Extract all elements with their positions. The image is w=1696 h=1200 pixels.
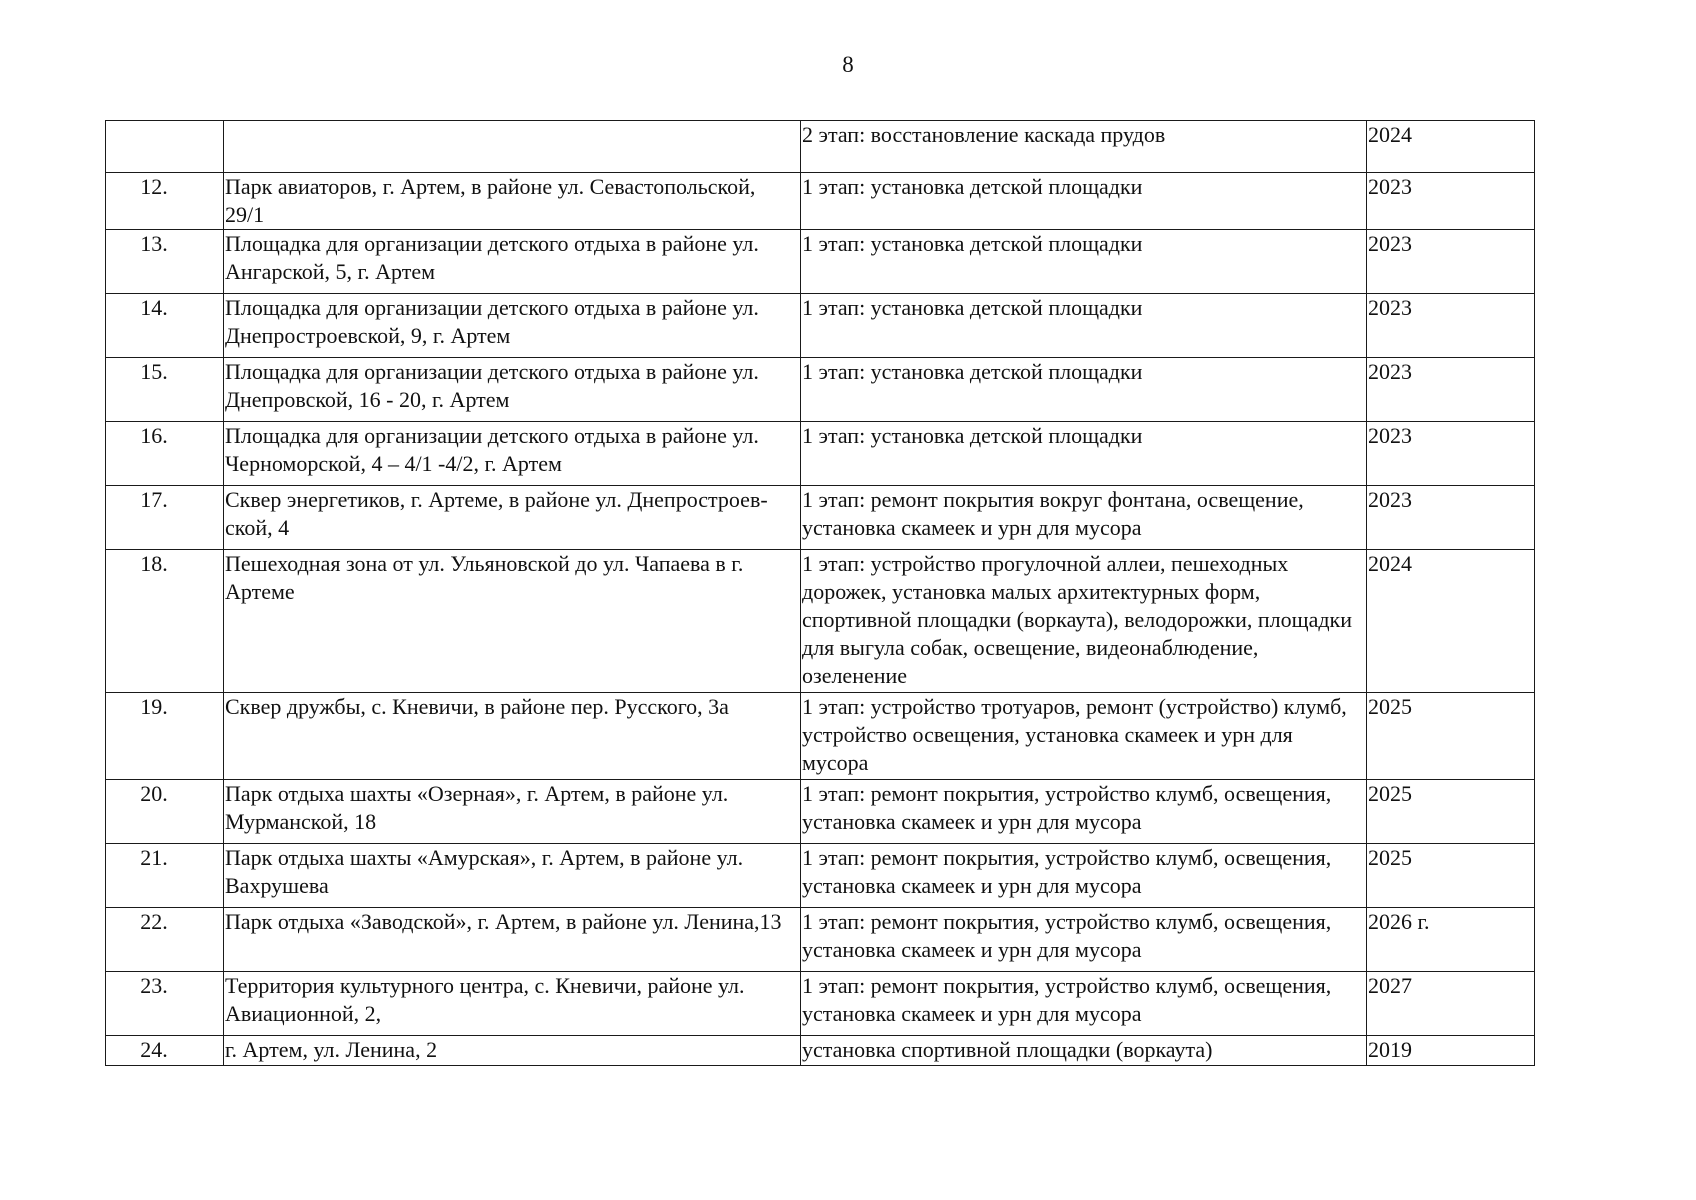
row-number: 21. [106, 844, 224, 908]
table-row [106, 908, 1535, 972]
row-number: 23. [106, 972, 224, 1036]
table-row [106, 486, 1535, 550]
work-description: 1 этап: установка детской площадки [801, 230, 1367, 294]
year: 2019 [1367, 1036, 1535, 1066]
object-name [224, 121, 801, 173]
row-number: 12. [106, 173, 224, 230]
object-name: Парк отдыха «Заводской», г. Артем, в районе ул. Ленина,13 [224, 908, 801, 972]
year: 2025 [1367, 844, 1535, 908]
row-number: 22. [106, 908, 224, 972]
year: 2023 [1367, 294, 1535, 358]
object-name: Парк отдыха шахты «Озерная», г. Артем, в районе ул. Мурманской, 18 [224, 780, 801, 844]
work-description: 2 этап: восстановление каскада прудов [801, 121, 1367, 173]
row-number [106, 121, 224, 173]
work-description: 1 этап: установка детской площадки [801, 422, 1367, 486]
work-description: 1 этап: устройство прогулочной аллеи, пешеходных дорожек, установка малых архитектурных форм, спортивной площадки (воркаута), велодорожки, площадки для выгула собак, освещение, видеонаблюдение, озеленение [801, 550, 1367, 693]
year: 2024 [1367, 550, 1535, 693]
row-number: 19. [106, 693, 224, 780]
work-description: 1 этап: установка детской площадки [801, 358, 1367, 422]
row-number: 17. [106, 486, 224, 550]
table-row [106, 1036, 1535, 1066]
year: 2027 [1367, 972, 1535, 1036]
year: 2025 [1367, 693, 1535, 780]
table-row [106, 693, 1535, 780]
work-description: 1 этап: установка детской площадки [801, 173, 1367, 230]
row-number: 14. [106, 294, 224, 358]
work-description: 1 этап: установка детской площадки [801, 294, 1367, 358]
row-number: 16. [106, 422, 224, 486]
year: 2024 [1367, 121, 1535, 173]
table-row [106, 550, 1535, 693]
work-description: 1 этап: ремонт покрытия вокруг фонтана, освещение, установка скамеек и урн для мусора [801, 486, 1367, 550]
table-row [106, 422, 1535, 486]
object-name: г. Артем, ул. Ленина, 2 [224, 1036, 801, 1066]
page-number: 8 [842, 52, 854, 77]
year: 2023 [1367, 230, 1535, 294]
object-name: Сквер дружбы, с. Кневичи, в районе пер. Русского, 3а [224, 693, 801, 780]
work-description: 1 этап: устройство тротуаров, ремонт (устройство) клумб, устройство освещения, установка скамеек и урн для мусора [801, 693, 1367, 780]
work-description: 1 этап: ремонт покрытия, устройство клумб, освещения, установка скамеек и урн для мусора [801, 780, 1367, 844]
work-description: установка спортивной площадки (воркаута) [801, 1036, 1367, 1066]
table-row [106, 230, 1535, 294]
work-description: 1 этап: ремонт покрытия, устройство клумб, освещения, установка скамеек и урн для мусора [801, 844, 1367, 908]
row-number: 20. [106, 780, 224, 844]
row-number: 24. [106, 1036, 224, 1066]
table-row [106, 844, 1535, 908]
table-row [106, 780, 1535, 844]
object-name: Пешеходная зона от ул. Ульяновской до ул. Чапаева в г. Артеме [224, 550, 801, 693]
object-name: Сквер энергетиков, г. Артеме, в районе ул. Днепростроев-ской, 4 [224, 486, 801, 550]
row-number: 13. [106, 230, 224, 294]
year: 2023 [1367, 358, 1535, 422]
object-name: Парк отдыха шахты «Амурская», г. Артем, в районе ул. Вахрушева [224, 844, 801, 908]
object-name: Площадка для организации детского отдыха в районе ул. Черноморской, 4 – 4/1 -4/2, г. Артем [224, 422, 801, 486]
object-name: Площадка для организации детского отдыха в районе ул. Ангарской, 5, г. Артем [224, 230, 801, 294]
work-description: 1 этап: ремонт покрытия, устройство клумб, освещения, установка скамеек и урн для мусора [801, 908, 1367, 972]
year: 2025 [1367, 780, 1535, 844]
year: 2026 г. [1367, 908, 1535, 972]
year: 2023 [1367, 422, 1535, 486]
work-description: 1 этап: ремонт покрытия, устройство клумб, освещения, установка скамеек и урн для мусора [801, 972, 1367, 1036]
object-name: Площадка для организации детского отдыха в районе ул. Днепровской, 16 - 20, г. Артем [224, 358, 801, 422]
year: 2023 [1367, 486, 1535, 550]
table-row [106, 294, 1535, 358]
year: 2023 [1367, 173, 1535, 230]
table-row [106, 972, 1535, 1036]
improvement-objects-table [105, 120, 1535, 1066]
table-row [106, 173, 1535, 230]
table-row [106, 121, 1535, 173]
object-name: Площадка для организации детского отдыха в районе ул. Днепростроевской, 9, г. Артем [224, 294, 801, 358]
table-row [106, 358, 1535, 422]
object-name: Территория культурного центра, с. Кневичи, районе ул. Авиационной, 2, [224, 972, 801, 1036]
row-number: 18. [106, 550, 224, 693]
object-name: Парк авиаторов, г. Артем, в районе ул. Севастопольской, 29/1 [224, 173, 801, 230]
row-number: 15. [106, 358, 224, 422]
